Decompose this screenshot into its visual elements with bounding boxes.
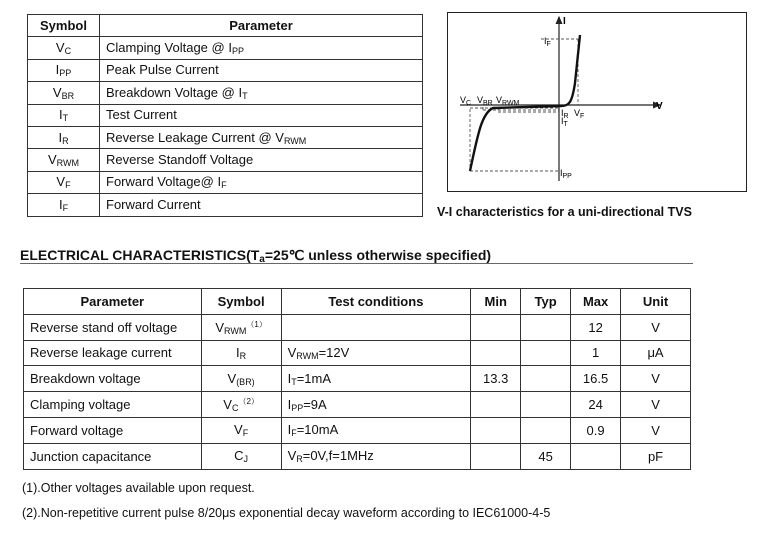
footnote-1: (1).Other voltages available upon request. bbox=[22, 481, 255, 495]
symbol-table-row bbox=[28, 37, 423, 59]
section-underline bbox=[20, 263, 693, 264]
max-cell bbox=[571, 443, 621, 469]
test-conditions-cell bbox=[281, 314, 471, 340]
parameter-cell: Reverse stand off voltage bbox=[24, 314, 202, 340]
max-cell: 16.5 bbox=[571, 366, 621, 392]
unit-cell: V bbox=[621, 314, 691, 340]
min-cell bbox=[471, 340, 521, 366]
label-ipp: $I_{PP}$ bbox=[560, 168, 572, 180]
typ-cell bbox=[521, 314, 571, 340]
elec-table-header bbox=[24, 289, 691, 315]
symbol-cell: $V_{(BR)}$ bbox=[201, 366, 281, 392]
footnote-2: (2).Non-repetitive current pulse 8/20μs exponential decay waveform according to IEC61000-4-5 bbox=[22, 506, 551, 520]
unit-cell: V bbox=[621, 417, 691, 443]
col-header-typ: Typ bbox=[521, 289, 571, 315]
symbol-cell: $V_{RWM}$ bbox=[28, 149, 100, 171]
label-vrwm: $V_{RWM}$ bbox=[496, 95, 520, 107]
elec-table-row bbox=[24, 392, 691, 418]
max-cell: 24 bbox=[571, 392, 621, 418]
symbol-table-row bbox=[28, 171, 423, 193]
test-conditions-cell: $I_{PP}=9A$ bbox=[281, 392, 471, 418]
typ-cell: 45 bbox=[521, 443, 571, 469]
symbol-table-row bbox=[28, 104, 423, 126]
col-header-min: Min bbox=[471, 289, 521, 315]
test-conditions-cell: $V_R=0V,f=1MHz$ bbox=[281, 443, 471, 469]
test-conditions-cell: $V_{RWM}=12V$ bbox=[281, 340, 471, 366]
min-cell bbox=[471, 417, 521, 443]
label-vf: $V_F$ bbox=[574, 108, 585, 120]
label-vc: $V_C$ bbox=[460, 95, 472, 107]
vi-chart-box bbox=[447, 12, 747, 192]
parameter-cell: Reverse Leakage Current @ $V_{RWM}$ bbox=[100, 126, 423, 148]
parameter-header: Parameter bbox=[100, 15, 423, 37]
symbol-cell: $V_F$ bbox=[201, 417, 281, 443]
symbol-table-row bbox=[28, 194, 423, 216]
min-cell bbox=[471, 443, 521, 469]
parameter-cell: Forward Voltage@ $I_F$ bbox=[100, 171, 423, 193]
symbol-cell: $I_R$ bbox=[28, 126, 100, 148]
parameter-cell: Reverse leakage current bbox=[24, 340, 202, 366]
test-conditions-cell: $I_T=1mA$ bbox=[281, 366, 471, 392]
col-header-max: Max bbox=[571, 289, 621, 315]
col-header-parameter: Parameter bbox=[24, 289, 202, 315]
symbol-cell: $V_{RWM}^{(1)}$ bbox=[201, 314, 281, 340]
vi-chart-caption: V-I characteristics for a uni-directional TVS bbox=[437, 205, 692, 219]
label-ir: $I_R$ bbox=[561, 108, 569, 120]
unit-cell: V bbox=[621, 392, 691, 418]
symbol-table bbox=[27, 14, 423, 217]
parameter-cell: Forward voltage bbox=[24, 417, 202, 443]
symbol-header: Symbol bbox=[28, 15, 100, 37]
symbol-cell: $C_J$ bbox=[201, 443, 281, 469]
label-it: $I_T$ bbox=[561, 116, 568, 128]
symbol-cell: $I_F$ bbox=[28, 194, 100, 216]
axis-label-v: V bbox=[656, 101, 663, 112]
elec-table-row bbox=[24, 417, 691, 443]
parameter-cell: Clamping Voltage @ $I_{PP}$ bbox=[100, 37, 423, 59]
typ-cell bbox=[521, 392, 571, 418]
max-cell: 12 bbox=[571, 314, 621, 340]
symbol-table-header bbox=[28, 15, 423, 37]
symbol-cell: $I_R$ bbox=[201, 340, 281, 366]
elec-table-row bbox=[24, 443, 691, 469]
unit-cell: μA bbox=[621, 340, 691, 366]
symbol-table-row bbox=[28, 126, 423, 148]
parameter-cell: Forward Current bbox=[100, 194, 423, 216]
parameter-cell: Breakdown Voltage @ $I_T$ bbox=[100, 82, 423, 104]
parameter-cell: Clamping voltage bbox=[24, 392, 202, 418]
symbol-table-row bbox=[28, 59, 423, 81]
elec-table-row bbox=[24, 314, 691, 340]
col-header-test-conditions: Test conditions bbox=[281, 289, 471, 315]
parameter-cell: Peak Pulse Current bbox=[100, 59, 423, 81]
electrical-characteristics-table bbox=[23, 288, 691, 470]
symbol-table-row bbox=[28, 149, 423, 171]
test-conditions-cell: $I_F=10mA$ bbox=[281, 417, 471, 443]
axis-label-i: I bbox=[563, 16, 566, 27]
parameter-cell: Test Current bbox=[100, 104, 423, 126]
parameter-cell: Reverse Standoff Voltage bbox=[100, 149, 423, 171]
min-cell bbox=[471, 392, 521, 418]
label-vbr: $V_{BR}$ bbox=[477, 95, 493, 107]
symbol-cell: $V_F$ bbox=[28, 171, 100, 193]
elec-table-row bbox=[24, 340, 691, 366]
section-title: ELECTRICAL $CHARACTERISTICS(T_a=25℃$ unless otherwise specified) bbox=[20, 247, 492, 265]
symbol-cell: $V_C$ bbox=[28, 37, 100, 59]
parameter-cell: Breakdown voltage bbox=[24, 366, 202, 392]
symbol-cell: $V_C^{(2)}$ bbox=[201, 392, 281, 418]
unit-cell: pF bbox=[621, 443, 691, 469]
typ-cell bbox=[521, 340, 571, 366]
typ-cell bbox=[521, 366, 571, 392]
symbol-cell: $I_T$ bbox=[28, 104, 100, 126]
min-cell: 13.3 bbox=[471, 366, 521, 392]
parameter-cell: Junction capacitance bbox=[24, 443, 202, 469]
elec-table-row bbox=[24, 366, 691, 392]
label-if: $I_F$ bbox=[544, 36, 551, 48]
symbol-cell: $V_{BR}$ bbox=[28, 82, 100, 104]
symbol-table-row bbox=[28, 82, 423, 104]
vi-chart bbox=[448, 13, 746, 191]
max-cell: 1 bbox=[571, 340, 621, 366]
max-cell: 0.9 bbox=[571, 417, 621, 443]
unit-cell: V bbox=[621, 366, 691, 392]
typ-cell bbox=[521, 417, 571, 443]
col-header-symbol: Symbol bbox=[201, 289, 281, 315]
col-header-unit: Unit bbox=[621, 289, 691, 315]
min-cell bbox=[471, 314, 521, 340]
symbol-cell: $I_{PP}$ bbox=[28, 59, 100, 81]
